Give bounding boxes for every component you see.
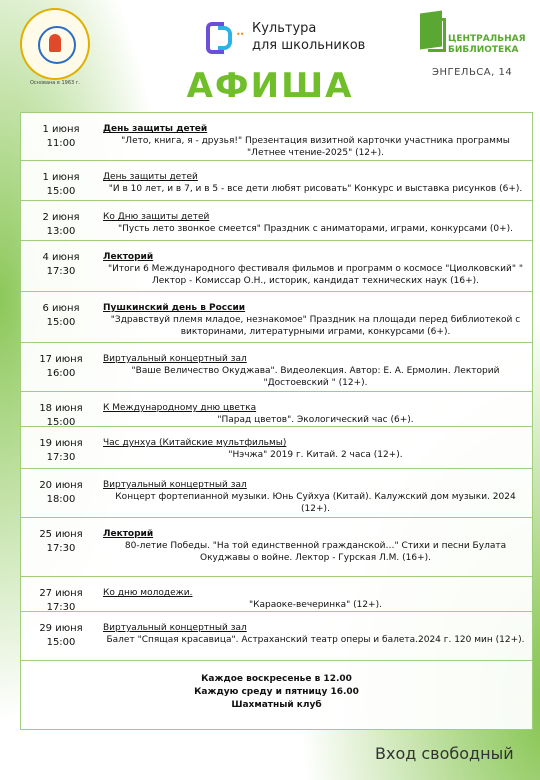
event-date: 2 июня bbox=[42, 212, 80, 223]
event-row bbox=[21, 518, 532, 577]
event-heading: День защиты детей bbox=[103, 124, 208, 134]
event-info bbox=[103, 402, 528, 426]
event-row bbox=[21, 577, 532, 612]
event-date: 19 июня bbox=[39, 438, 83, 449]
club-schedule-line: Шахматный клуб bbox=[231, 700, 322, 710]
event-date: 17 июня bbox=[39, 354, 83, 365]
event-time: 15:00 bbox=[46, 186, 76, 197]
event-heading: Ко Дню защиты детей bbox=[103, 212, 210, 222]
library-name: ЦЕНТРАЛЬНАЯ БИБЛИОТЕКА bbox=[448, 34, 526, 55]
event-time: 18:00 bbox=[46, 494, 76, 505]
event-datetime bbox=[21, 251, 101, 279]
school-logo-text: Основана в 1963 г. bbox=[29, 80, 80, 86]
page-title: АФИША bbox=[186, 66, 354, 106]
club-schedule-line: Каждую среду и пятницу 16.00 bbox=[194, 687, 359, 697]
event-datetime bbox=[21, 437, 101, 465]
event-row bbox=[21, 292, 532, 343]
event-info bbox=[103, 528, 528, 564]
event-date: 4 июня bbox=[42, 252, 80, 263]
event-row bbox=[21, 427, 532, 469]
event-datetime bbox=[21, 587, 101, 615]
event-row bbox=[21, 161, 532, 201]
event-time: 13:00 bbox=[46, 226, 76, 237]
event-time: 15:00 bbox=[46, 317, 76, 328]
event-date: 27 июня bbox=[39, 588, 83, 599]
event-time: 17:30 bbox=[46, 452, 76, 463]
event-description: "Здравствуй племя младое, незнакомое" Праздник на площади перед библиотекой с викторинами, литературными играми, конкурсами (6+). bbox=[110, 315, 521, 337]
event-heading: Лекторий bbox=[103, 529, 154, 539]
event-time: 15:00 bbox=[46, 637, 76, 648]
event-time: 17:30 bbox=[46, 266, 76, 277]
event-description: 80-летие Победы. "На той единственной гражданской…" Стихи и песни Булата Окуджавы о войне. Лектор - Гурская Л.М. (16+). bbox=[124, 541, 507, 563]
event-description: "Итоги 6 Международного фестиваля фильмов и программ о космосе "Циолковский" " Лектор - Комиссар О.Н., историк, кандидат технических наук (16+). bbox=[108, 264, 523, 286]
event-time: 16:00 bbox=[46, 368, 76, 379]
event-date: 1 июня bbox=[42, 124, 80, 135]
club-row bbox=[21, 661, 532, 729]
event-heading: Ко дню молодежи. bbox=[103, 588, 193, 598]
book-page-icon bbox=[428, 18, 446, 52]
event-row bbox=[21, 343, 532, 392]
event-info bbox=[103, 123, 528, 159]
event-info bbox=[103, 479, 528, 515]
event-datetime bbox=[21, 479, 101, 507]
event-time: 11:00 bbox=[46, 138, 76, 149]
kultura-dots-icon: •• bbox=[236, 30, 244, 39]
event-info bbox=[103, 171, 528, 195]
event-row bbox=[21, 612, 532, 661]
event-info bbox=[103, 353, 528, 389]
kultura-title: Культура для школьников bbox=[252, 21, 366, 53]
event-date: 25 июня bbox=[39, 529, 83, 540]
event-datetime bbox=[21, 402, 101, 430]
event-date: 20 июня bbox=[39, 480, 83, 491]
event-datetime bbox=[21, 353, 101, 381]
event-info bbox=[103, 622, 528, 646]
event-row bbox=[21, 469, 532, 518]
event-description: "Лето, книга, я - друзья!" Презентация визитной карточки участника программы "Летнее чтение-2025" (12+). bbox=[121, 136, 510, 158]
event-datetime bbox=[21, 528, 101, 556]
event-info bbox=[103, 587, 528, 611]
club-schedule-line: Каждое воскресенье в 12.00 bbox=[201, 674, 352, 684]
event-heading: Виртуальный концертный зал bbox=[103, 480, 247, 490]
event-description: "Нэчжа" 2019 г. Китай. 2 часа (12+). bbox=[228, 450, 403, 460]
event-description: "И в 10 лет, и в 7, и в 5 - все дети любят рисовать" Конкурс и выставка рисунков (6+). bbox=[108, 184, 523, 194]
library-logo bbox=[420, 12, 526, 68]
event-description: "Караоке-вечеринка" (12+). bbox=[249, 600, 382, 610]
event-date: 6 июня bbox=[42, 303, 80, 314]
event-row bbox=[21, 113, 532, 161]
child-figure-icon bbox=[49, 34, 61, 52]
event-heading: Виртуальный концертный зал bbox=[103, 623, 247, 633]
free-entry-note: Вход свободный bbox=[375, 744, 514, 763]
events-table bbox=[20, 112, 533, 730]
event-info bbox=[103, 437, 528, 461]
club-schedule bbox=[21, 673, 532, 712]
event-datetime bbox=[21, 211, 101, 239]
event-info bbox=[103, 302, 528, 338]
library-address: ЭНГЕЛЬСА, 14 bbox=[432, 67, 513, 78]
event-date: 18 июня bbox=[39, 403, 83, 414]
event-description: Концерт фортепианной музыки. Юнь Суйхуа (Китай). Калужский дом музыки. 2024 (12+). bbox=[115, 492, 516, 514]
event-datetime bbox=[21, 123, 101, 151]
event-row bbox=[21, 201, 532, 241]
event-datetime bbox=[21, 622, 101, 650]
event-time: 15:00 bbox=[46, 417, 76, 428]
event-heading: К Международному дню цветка bbox=[103, 403, 257, 413]
event-heading: Лекторий bbox=[103, 252, 154, 262]
event-info bbox=[103, 211, 528, 235]
event-heading: Виртуальный концертный зал bbox=[103, 354, 247, 364]
event-description: Балет "Спящая красавица". Астраханский театр оперы и балета.2024 г. 120 мин (12+). bbox=[106, 635, 525, 645]
event-heading: Час дунхуа (Китайские мультфильмы) bbox=[103, 438, 287, 448]
event-description: "Пусть лето звонкое смеется" Праздник с аниматорами, играми, конкурсами (0+). bbox=[117, 224, 514, 234]
event-row bbox=[21, 392, 532, 427]
event-time: 17:30 bbox=[46, 602, 76, 613]
event-description: "Ваше Величество Окуджава". Видеолекция. Автор: Е. А. Ермолин. Лекторий "Достоевский " (12+). bbox=[131, 366, 500, 388]
event-date: 29 июня bbox=[39, 623, 83, 634]
event-datetime bbox=[21, 171, 101, 199]
event-datetime bbox=[21, 302, 101, 330]
event-heading: День защиты детей bbox=[103, 172, 198, 182]
event-date: 1 июня bbox=[42, 172, 80, 183]
event-info bbox=[103, 251, 528, 287]
header bbox=[0, 0, 540, 110]
event-heading: Пушкинский день в России bbox=[103, 303, 246, 313]
event-row bbox=[21, 241, 532, 292]
event-description: "Парад цветов". Экологический час (6+). bbox=[217, 415, 414, 425]
event-time: 17:30 bbox=[46, 543, 76, 554]
